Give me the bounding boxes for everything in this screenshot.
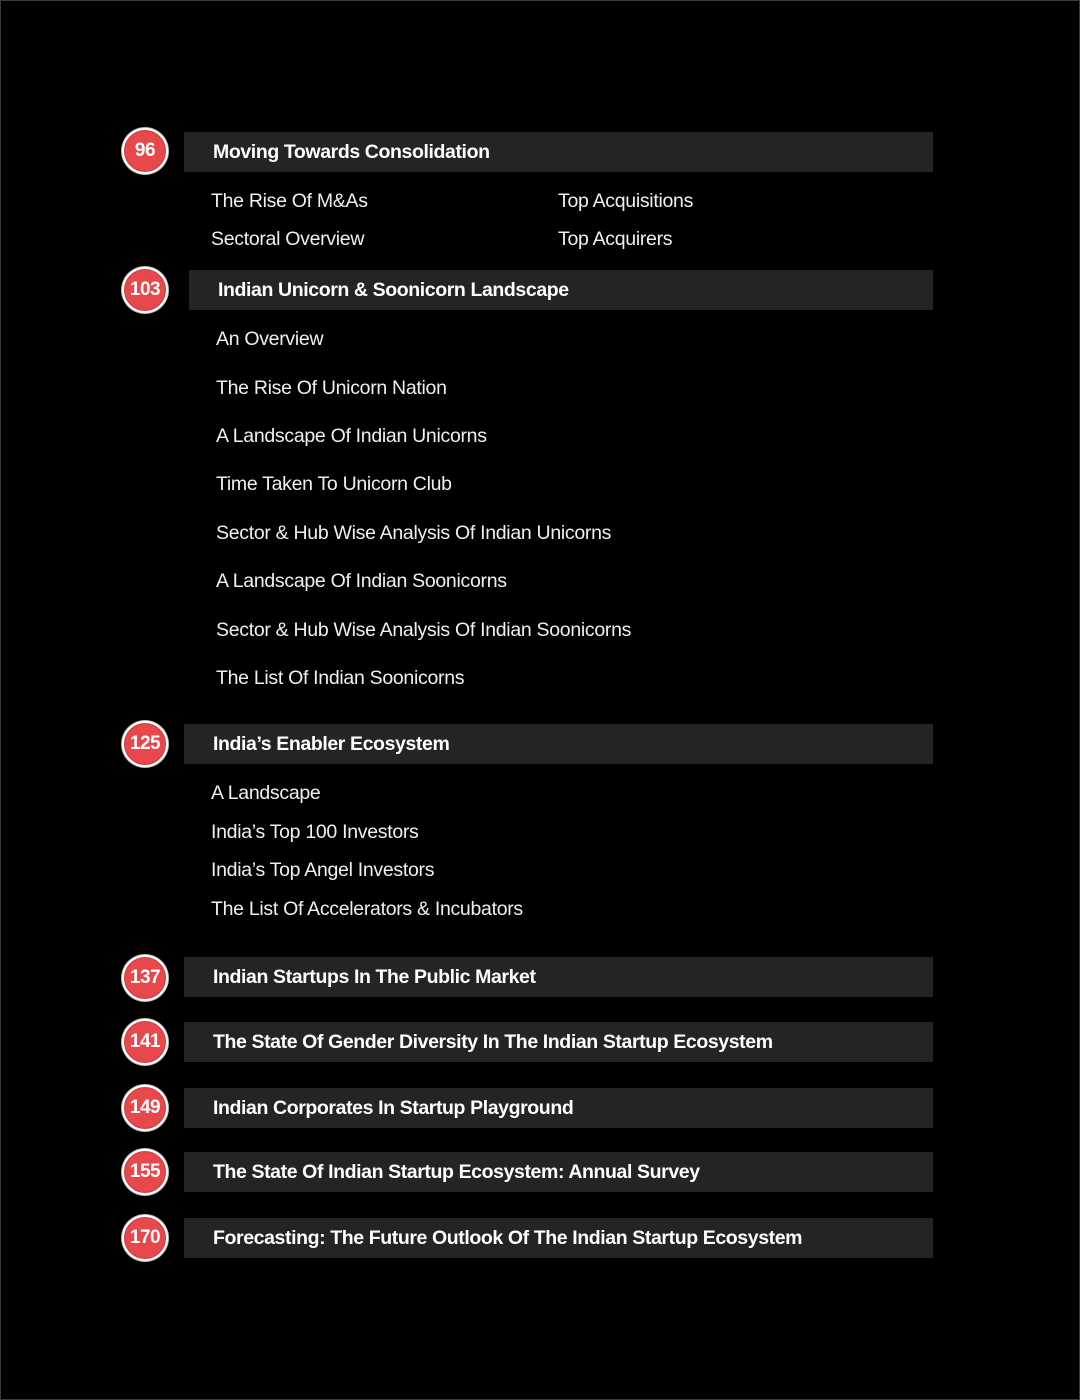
page-number-badge[interactable]: 170 [122,1215,168,1261]
toc-item-sectoral-overview[interactable]: Sectoral Overview [211,228,365,250]
toc-item[interactable]: Sector & Hub Wise Analysis Of Indian Soonicorns [216,619,632,641]
toc-item[interactable]: The List Of Indian Soonicorns [216,667,465,689]
toc-item[interactable]: A Landscape Of Indian Soonicorns [216,570,507,592]
page-number-badge[interactable]: 103 [122,267,168,313]
page-number-badge[interactable]: 155 [122,1149,168,1195]
section-title-bar[interactable] [184,1152,933,1192]
toc-item-rise-of-mas[interactable]: The Rise Of M&As [211,190,368,212]
section-title: Indian Startups In The Public Market [213,965,536,988]
section-title-bar[interactable] [184,957,933,997]
toc-item-top-acquisitions[interactable]: Top Acquisitions [558,190,694,212]
toc-item[interactable]: India’s Top Angel Investors [211,859,435,881]
section-title: The State Of Gender Diversity In The Indian Startup Ecosystem [213,1030,773,1053]
toc-item[interactable]: India’s Top 100 Investors [211,821,419,843]
toc-item[interactable]: Time Taken To Unicorn Club [216,473,452,495]
section-title: India’s Enabler Ecosystem [213,732,450,755]
section-title: Indian Unicorn & Soonicorn Landscape [218,278,569,301]
section-title-bar[interactable] [184,724,933,764]
section-title-bar[interactable] [184,132,933,172]
toc-item[interactable]: A Landscape Of Indian Unicorns [216,425,487,447]
section-title: Moving Towards Consolidation [213,140,490,163]
toc-item[interactable]: A Landscape [211,782,321,804]
page-number-badge[interactable]: 125 [122,721,168,767]
page-number-badge[interactable]: 137 [122,955,168,1001]
toc-item-top-acquirers[interactable]: Top Acquirers [558,228,673,250]
section-title-bar[interactable] [189,270,933,310]
section-title-bar[interactable] [184,1218,933,1258]
page-number-badge[interactable]: 149 [122,1085,168,1131]
section-title: Forecasting: The Future Outlook Of The Indian Startup Ecosystem [213,1226,803,1249]
toc-item[interactable]: Sector & Hub Wise Analysis Of Indian Unicorns [216,522,612,544]
section-title: Indian Corporates In Startup Playground [213,1096,574,1119]
section-title-bar[interactable] [184,1022,933,1062]
toc-item[interactable]: An Overview [216,328,324,350]
page-number-badge[interactable]: 96 [122,128,168,174]
toc-item[interactable]: The Rise Of Unicorn Nation [216,377,447,399]
section-title: The State Of Indian Startup Ecosystem: Annual Survey [213,1160,700,1183]
section-title-bar[interactable] [184,1088,933,1128]
page-number-badge[interactable]: 141 [122,1019,168,1065]
toc-item[interactable]: The List Of Accelerators & Incubators [211,898,523,920]
